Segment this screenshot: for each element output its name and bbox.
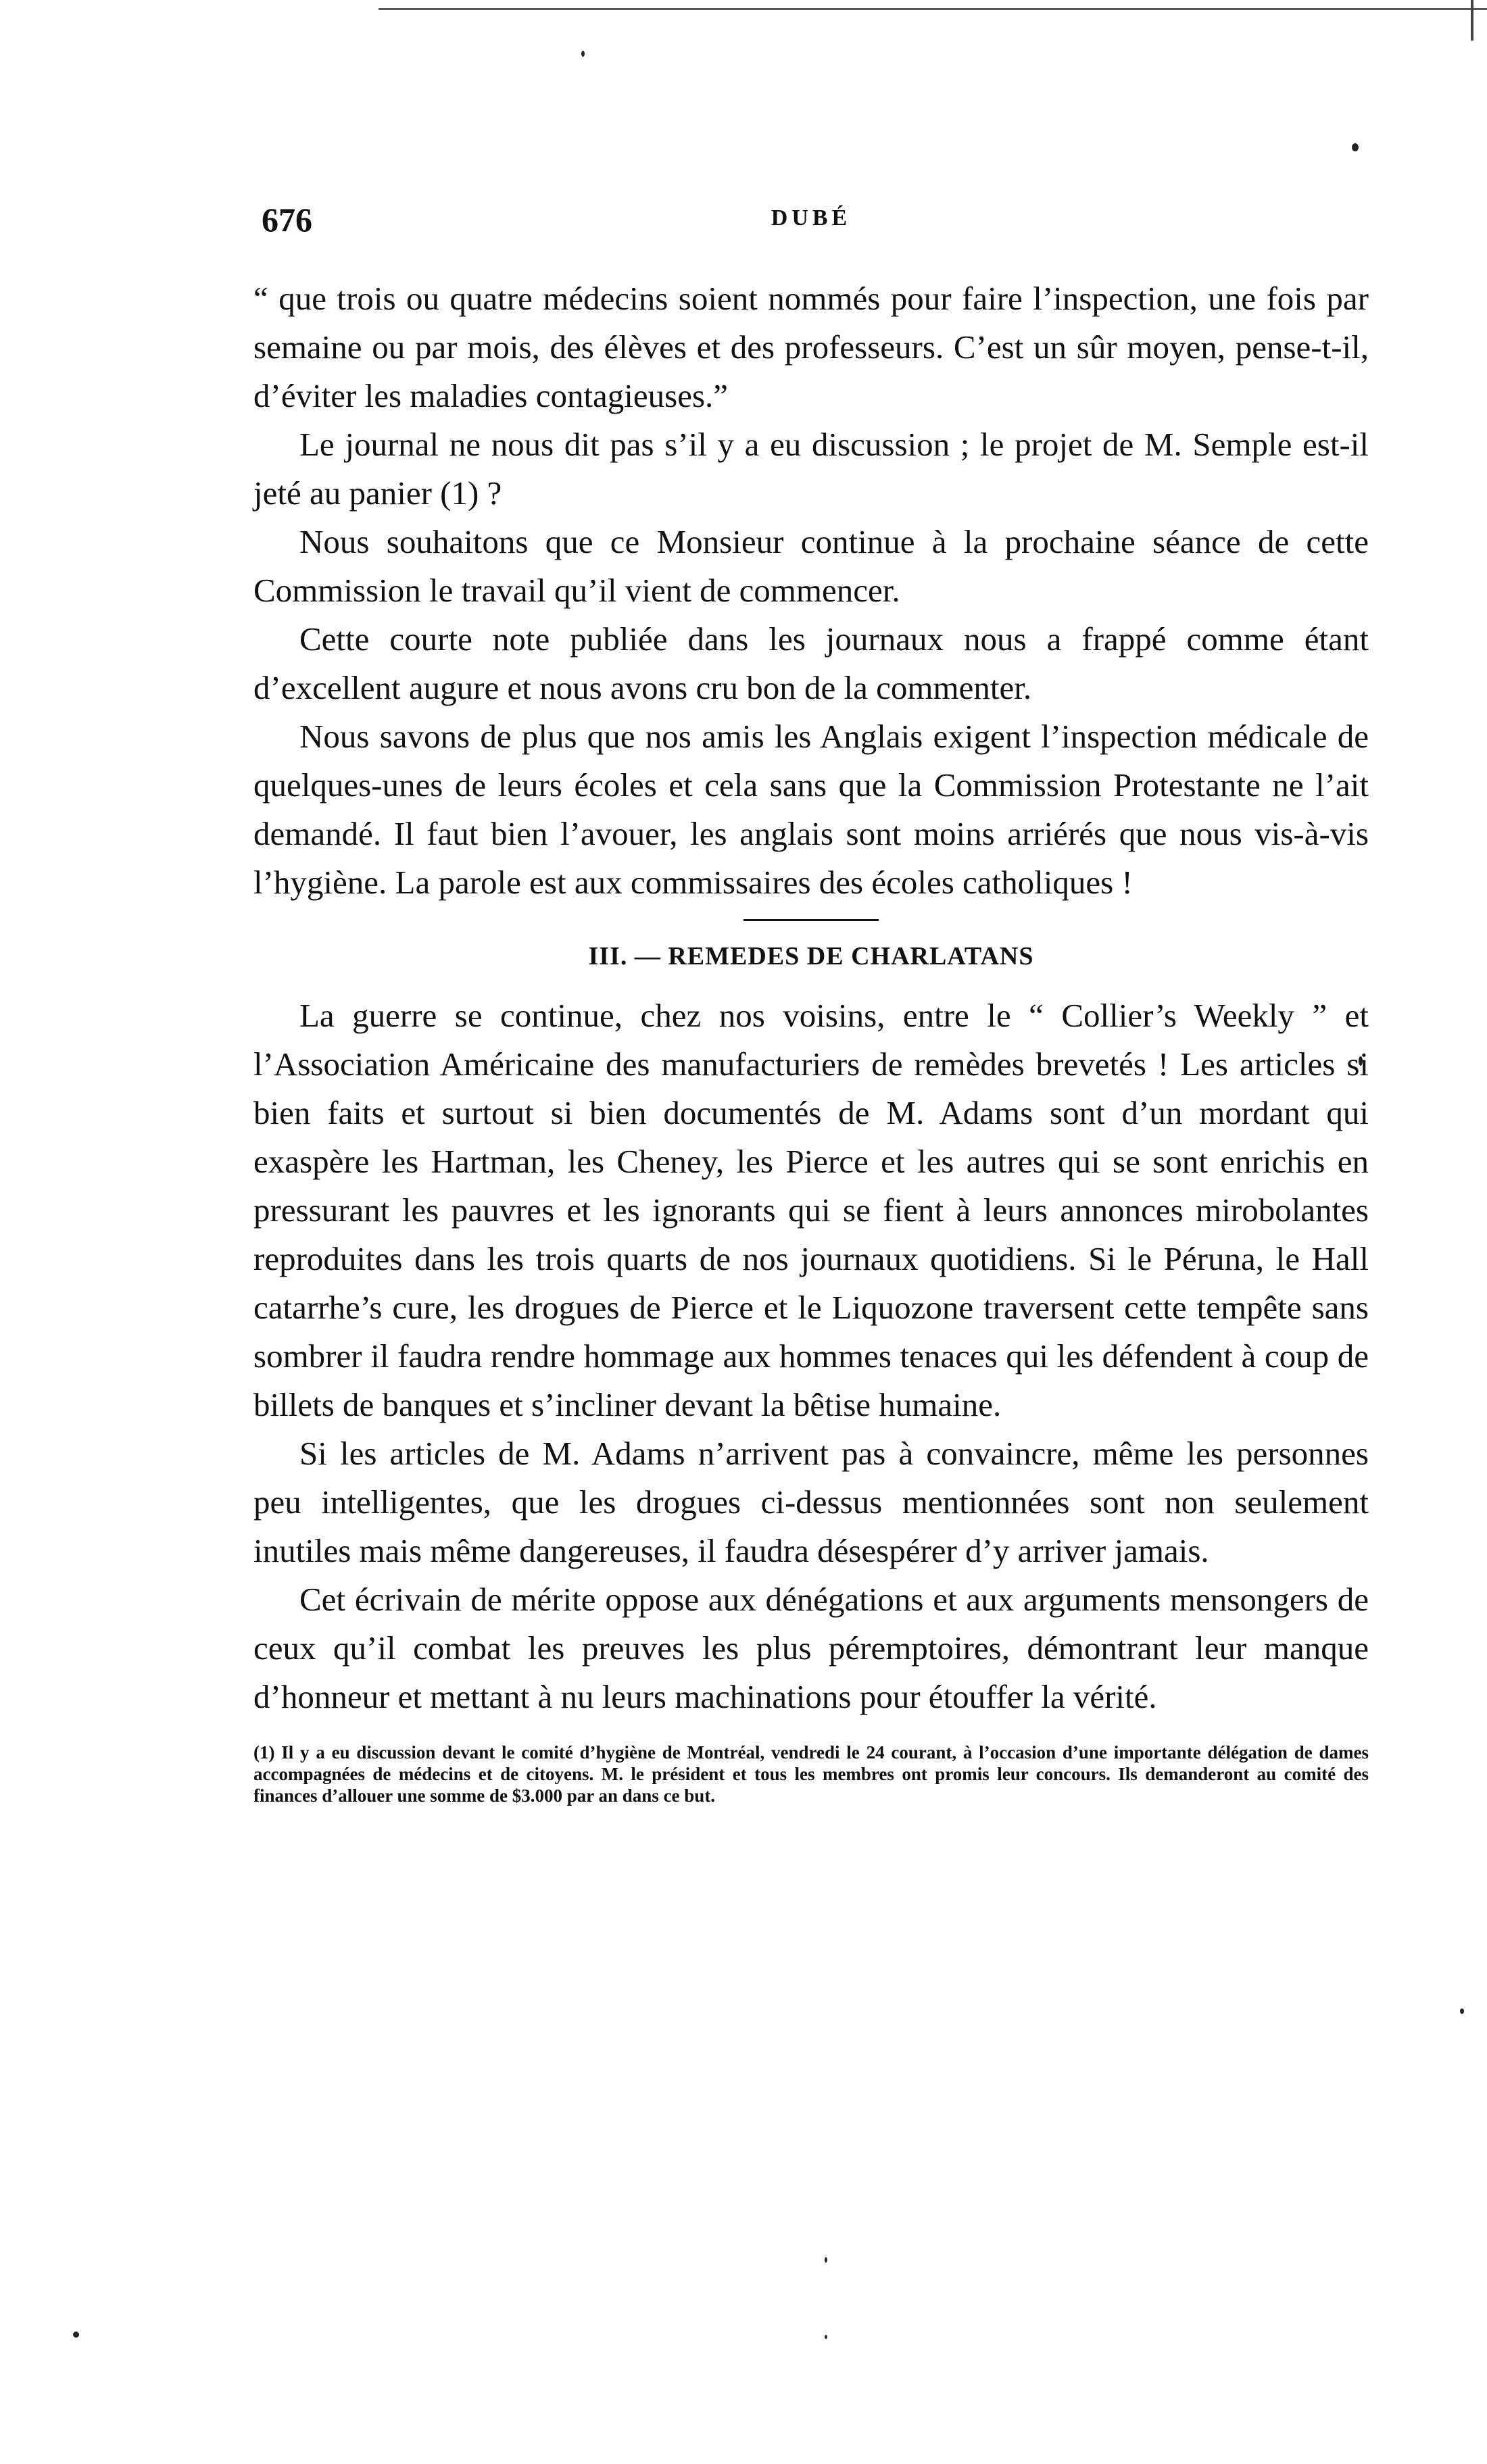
paragraph: Nous savons de plus que nos amis les Anglais exigent l’inspection médicale de quelques-unes de leurs écoles et cela sans que la Commission Protestante ne l’ait demandé. Il faut bien l’avouer, les anglais sont moins arriérés que nous vis-à-vis l’hygiène. La parole est aux commissaires des écoles catholiques ! [253,718,1369,901]
paragraph: La guerre se continue, chez nos voisins, entre le “ Collier’s Weekly ” et l’Association Américaine des manufacturiers de remèdes brevetés ! Les articles si bien faits et surtout si bien documentés de M. Adams sont d’un mordant qui exaspère les Hartman, les Cheney, les Pierce et les autres qui se sont enrichis en pressurant les pauvres et les ignorants qui se fient à leurs annonces mirobolantes reproduites dans les trois quarts de nos journaux quotidiens. Si le Péruna, le Hall catarrhe’s cure, les drogues de Pierce et le Liquozone traversent cette tempête sans sombrer il faudra rendre hommage aux hommes tenaces qui les défendent à coup de billets de banques et s’incliner devant la bêtise humaine. [253,997,1369,1423]
scan-speck [73,2332,79,2338]
book-page [253,200,1369,1806]
paragraph: Nous souhaitons que ce Monsieur continue à la prochaine séance de cette Commission le travail qu’il vient de commencer. [253,523,1369,609]
running-head [253,200,1369,247]
paragraph: Cet écrivain de mérite oppose aux dénégations et aux arguments mensongers de ceux qu’il combat les preuves les plus péremptoires, démontrant leur manque d’honneur et mettant à nu leurs machinations pour étouffer la vérité. [253,1581,1369,1715]
paragraph: Si les articles de M. Adams n’arrivent pas à convaincre, même les personnes peu intelligentes, que les drogues ci-dessus mentionnées sont non seulement inutiles mais même dangereuses, il faudra désespérer d’y arriver jamais. [253,1435,1369,1569]
scan-speck [825,2335,827,2339]
scan-speck [825,2257,827,2263]
scan-speck [1352,143,1359,151]
section-heading: III. — REMEDES DE CHARLATANS [588,942,1034,970]
paragraph: Cette courte note publiée dans les journaux nous a frappé comme étant d’excellent augure et nous avons cru bon de la commenter. [253,620,1369,706]
section-divider [744,919,879,921]
article-body [253,274,1369,1721]
scan-edge-mark [1471,0,1473,41]
page-number: 676 [262,201,312,239]
scan-speck [581,51,585,57]
paragraph: “ que trois ou quatre médecins soient nommés pour faire l’inspection, une fois par semaine ou par mois, des élèves et des professeurs. C’est un sûr moyen, pense-t-il, d’éviter les maladies contagieuses.” [253,280,1369,414]
scan-border-line [379,8,1487,10]
paragraph: Le journal ne nous dit pas s’il y a eu discussion ; le projet de M. Semple est-il jeté au panier (1) ? [253,426,1369,512]
running-title: DUBÉ [771,205,852,230]
scan-speck [1460,2009,1464,2014]
footnote: (1) Il y a eu discussion devant le comité d’hygiène de Montréal, vendredi le 24 courant, à l’occasion d’une importante délégation de dames accompagnées de médecins et de citoyens. M. le président et tous les membres ont promis leur concours. Ils demanderont au comité des finances d’allouer une somme de $3.000 par an dans ce but. [253,1742,1369,1806]
